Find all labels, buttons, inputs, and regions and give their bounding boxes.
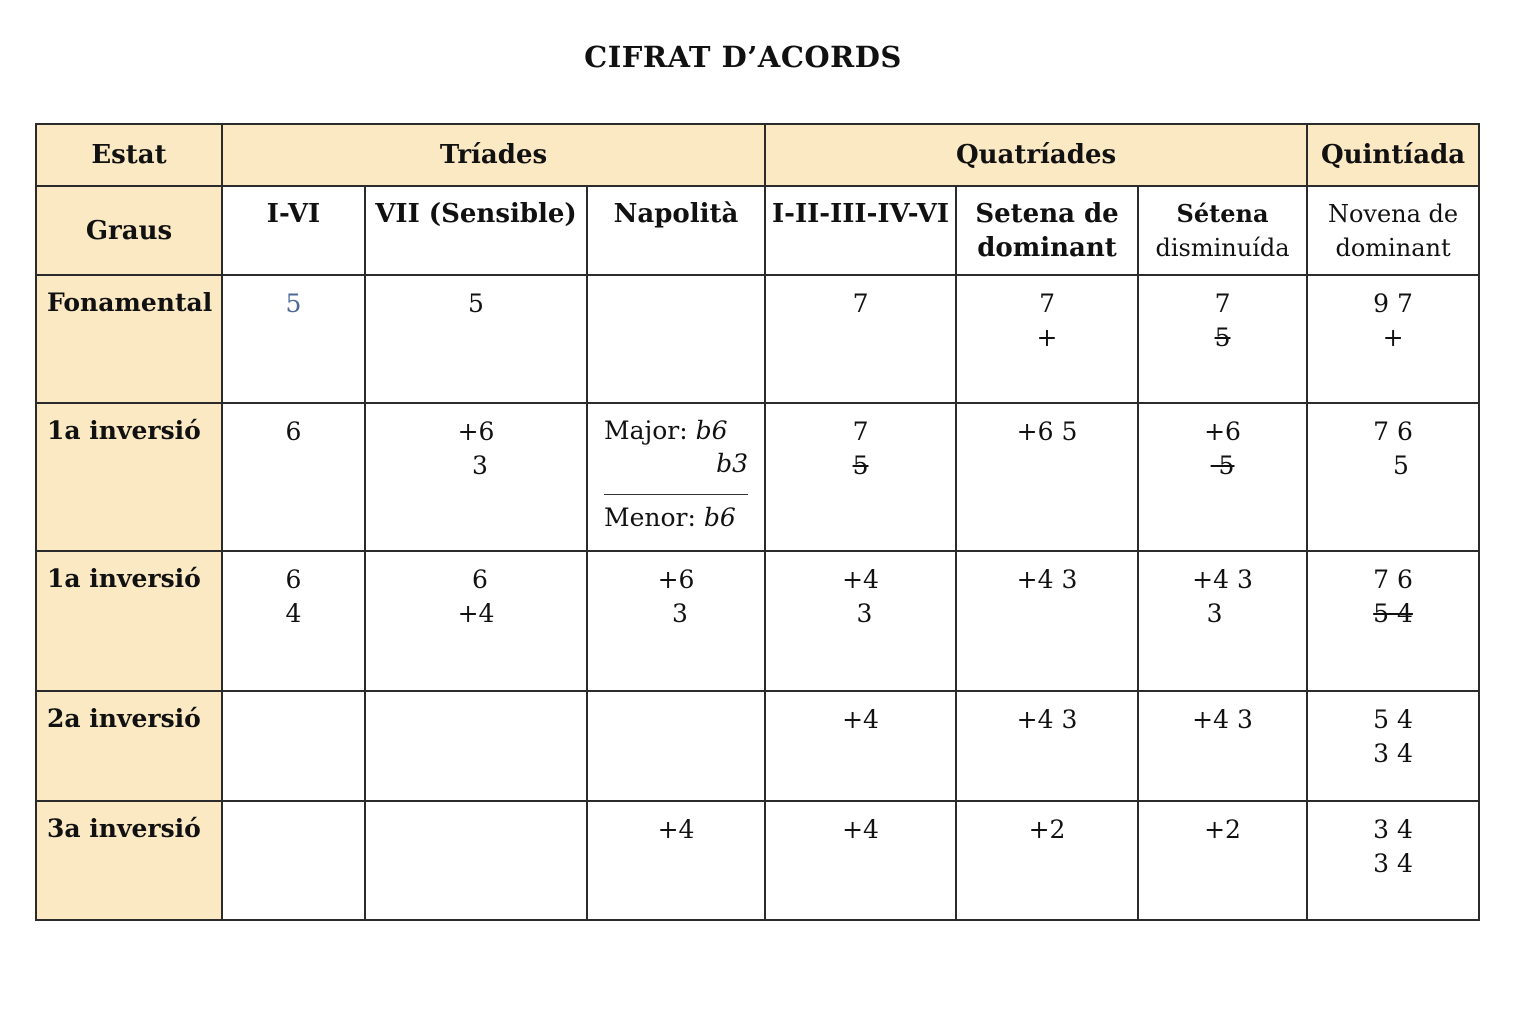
- figure-cell: [956, 551, 1138, 691]
- figure-line: +4: [842, 565, 879, 594]
- menor-b6: b6: [703, 503, 736, 532]
- figure-line: 6: [285, 417, 302, 446]
- grau-vii-sensible: [365, 186, 587, 275]
- figure-cell: [587, 275, 765, 403]
- grau-label: I-VI: [266, 199, 321, 229]
- figure-line: +4 3: [1016, 565, 1078, 594]
- figure-cell: [1307, 551, 1479, 691]
- figure-line: 6: [285, 565, 302, 594]
- figure-line: +4 3: [1192, 565, 1253, 594]
- figure-line-slashed: 5: [852, 451, 869, 480]
- figure-line: 4: [285, 599, 302, 628]
- grau-setena-dominant: [956, 186, 1138, 275]
- figure-line: 5: [285, 289, 302, 318]
- figure-cell: [587, 801, 765, 920]
- header-quatriades: Quatríades: [765, 124, 1307, 186]
- figure-line: 3: [664, 599, 688, 628]
- figure-line: 7 6: [1373, 565, 1413, 594]
- figure-cell: [365, 275, 587, 403]
- figure-line: 7 6: [1373, 417, 1413, 446]
- figure-line: +6 5: [1016, 417, 1078, 446]
- figure-line: 7: [852, 417, 869, 446]
- grau-i-vi: [222, 186, 365, 275]
- figure-cell: [1138, 275, 1307, 403]
- figure-line: 5: [1377, 451, 1409, 480]
- row-label-1a-inversio: 1a inversió: [36, 403, 222, 551]
- figure-cell: [1138, 551, 1307, 691]
- figure-cell: [222, 275, 365, 403]
- figure-line: 3: [848, 599, 873, 628]
- figure-line: +4 3: [1016, 705, 1078, 734]
- figure-line: +4: [842, 815, 879, 844]
- major-label: Major:: [604, 416, 696, 445]
- grau-napolita: [587, 186, 765, 275]
- figure-line: 5: [468, 289, 484, 318]
- row-label-3a-inversio: 3a inversió: [36, 801, 222, 920]
- figure-line: 5 4: [1373, 705, 1413, 734]
- figure-cell: [587, 691, 765, 801]
- figure-cell: [956, 275, 1138, 403]
- grau-label: dominant: [977, 233, 1117, 263]
- figure-cell: [1138, 801, 1307, 920]
- chord-figuring-table: [35, 123, 1480, 921]
- figure-cell: [1307, 275, 1479, 403]
- grau-label: Sétena: [1176, 199, 1269, 228]
- header-triades: Tríades: [222, 124, 765, 186]
- figure-cell: [222, 551, 365, 691]
- figure-line: 7: [852, 289, 869, 318]
- grau-novena-dominant: [1307, 186, 1479, 275]
- figure-line: 3: [464, 451, 488, 480]
- figure-line: +6: [657, 565, 695, 594]
- figure-cell: [765, 801, 956, 920]
- figure-cell: [365, 403, 587, 551]
- figure-line-slashed: 5: [1210, 451, 1235, 480]
- grau-i-ii-iii-iv-vi: [765, 186, 956, 275]
- napolita-menor: [604, 501, 748, 534]
- header-quintiada: Quintíada: [1307, 124, 1479, 186]
- figure-cell: [956, 801, 1138, 920]
- grau-label: Napolità: [613, 199, 739, 229]
- figure-line: +4: [657, 815, 695, 844]
- figure-line: +: [1382, 323, 1404, 352]
- figure-cell: [765, 275, 956, 403]
- header-graus: Graus: [36, 186, 222, 275]
- figure-cell: [222, 801, 365, 920]
- figure-line: +4 3: [1192, 705, 1253, 734]
- figure-cell: [765, 691, 956, 801]
- figure-cell: [956, 403, 1138, 551]
- figure-line: 3 4: [1373, 739, 1413, 768]
- row-label-2a-inversio: 2a inversió: [36, 691, 222, 801]
- figure-line: +6: [457, 417, 495, 446]
- figure-line: +6: [1204, 417, 1241, 446]
- figure-cell: [587, 551, 765, 691]
- row-label-fonamental: Fonamental: [36, 275, 222, 403]
- figure-cell: [222, 691, 365, 801]
- figure-line: 7: [1039, 289, 1055, 318]
- figure-line: 3: [1206, 599, 1239, 628]
- major-b3: b3: [716, 449, 749, 478]
- figure-line: 7: [1214, 289, 1231, 318]
- figure-cell: [1138, 403, 1307, 551]
- divider: [604, 494, 748, 495]
- figure-cell: [765, 551, 956, 691]
- figure-line: +4: [842, 705, 879, 734]
- figure-line: 3 4: [1373, 815, 1413, 844]
- figure-cell: [222, 403, 365, 551]
- figure-cell: [365, 551, 587, 691]
- figure-cell: [956, 691, 1138, 801]
- menor-label: Menor:: [604, 503, 704, 532]
- grau-label: disminuída: [1155, 234, 1290, 262]
- grau-label: VII (Sensible): [375, 199, 577, 229]
- grau-label: Novena de: [1327, 200, 1459, 228]
- major-b6: b6: [695, 416, 728, 445]
- figure-line: +2: [1204, 815, 1241, 844]
- figure-line: +: [1036, 323, 1058, 352]
- grau-label: I-II-III-IV-VI: [772, 199, 950, 229]
- figure-line: 3 4: [1373, 849, 1413, 878]
- figure-line: 9 7: [1373, 289, 1413, 318]
- figure-cell: [365, 691, 587, 801]
- figure-cell: [1307, 403, 1479, 551]
- figure-cell-napolita: [587, 403, 765, 551]
- grau-setena-disminuida: [1138, 186, 1307, 275]
- slashed-five: 5 4: [1373, 599, 1413, 628]
- figure-line-slashed: [1308, 597, 1478, 631]
- napolita-major: [604, 414, 748, 447]
- figure-cell: [1138, 691, 1307, 801]
- figure-cell: [365, 801, 587, 920]
- grau-label: dominant: [1335, 234, 1451, 262]
- figure-line: +4: [457, 599, 495, 628]
- header-estat: Estat: [36, 124, 222, 186]
- page-title: CIFRAT D’ACORDS: [584, 40, 902, 74]
- figure-cell: [765, 403, 956, 551]
- row-label-1a-inversio: 1a inversió: [36, 551, 222, 691]
- grau-label: Setena de: [975, 199, 1119, 229]
- figure-line-slashed: 5: [1214, 323, 1231, 352]
- figure-line: 6: [464, 565, 488, 594]
- figure-cell: [1307, 691, 1479, 801]
- figure-cell: [1307, 801, 1479, 920]
- figure-line: +2: [1028, 815, 1066, 844]
